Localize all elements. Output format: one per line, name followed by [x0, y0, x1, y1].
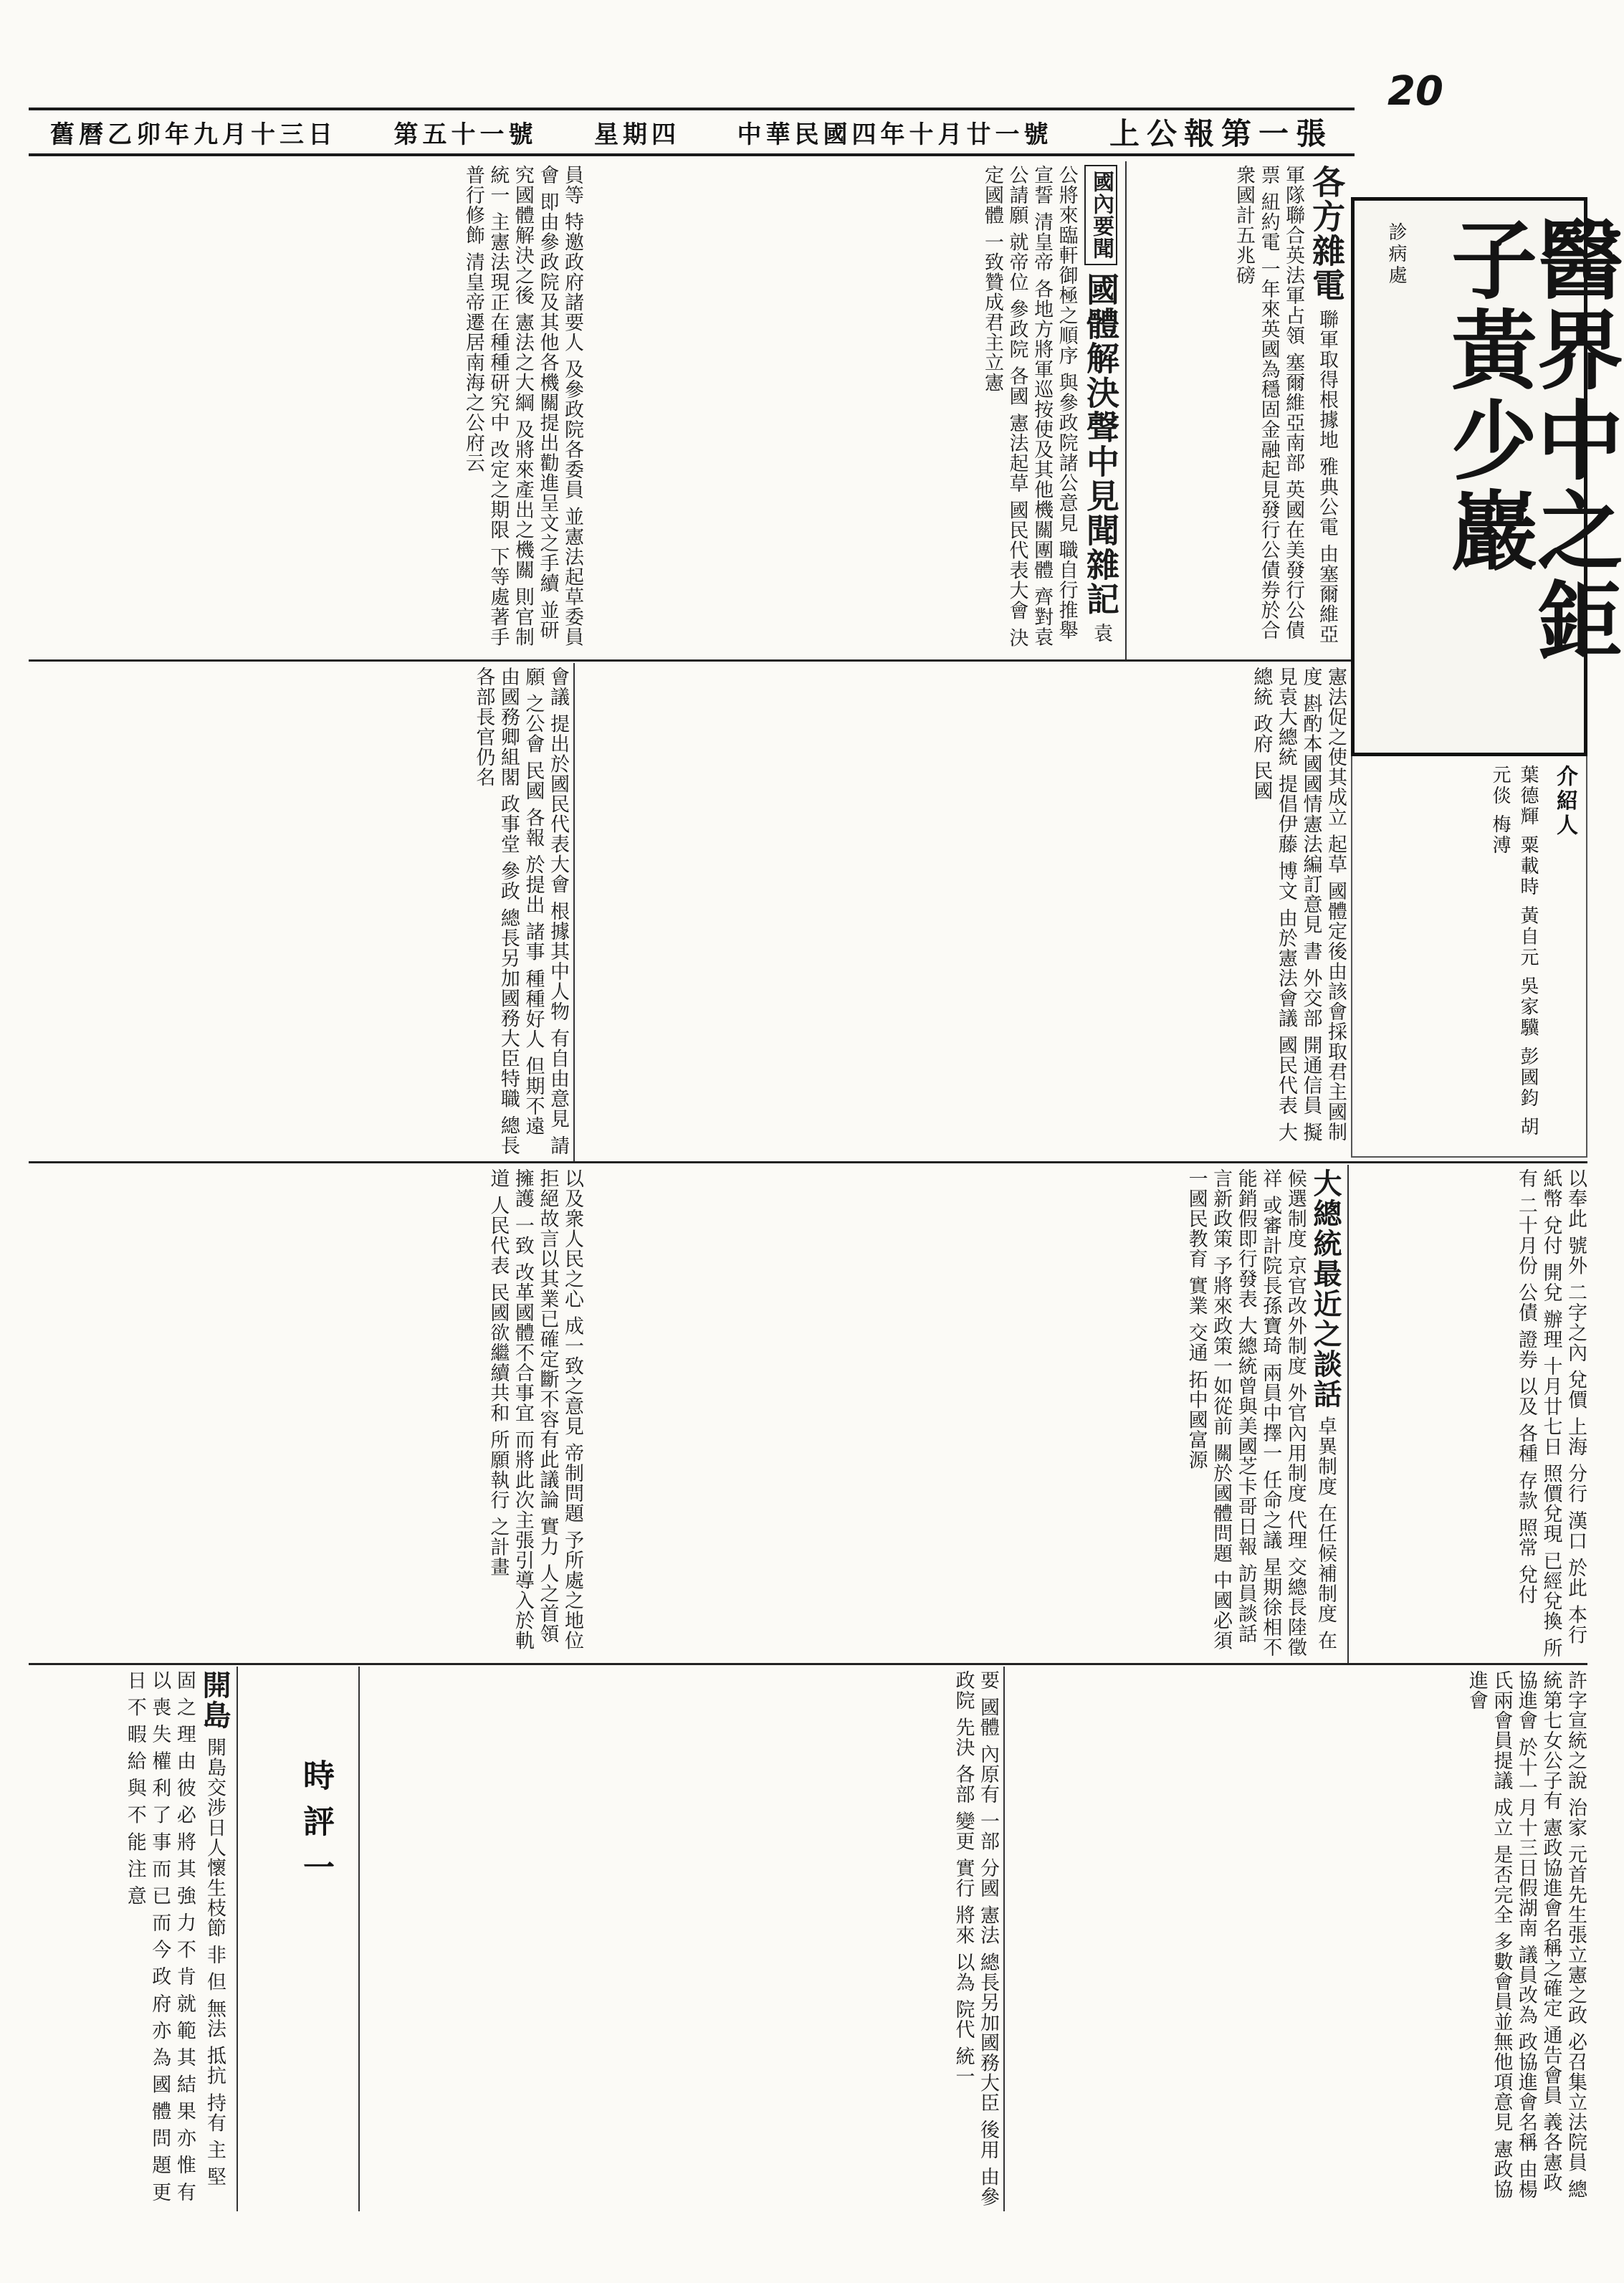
article-body: 要 國體 內原有 一部 分國 憲法 總長另加國務大臣 後用 由參政院 先決 各部 變更 實行 將來 以為 院代 統一 [952, 1670, 999, 2207]
advertisement-subtitle: 診病處 [1385, 222, 1407, 287]
article-cabinet [32, 667, 570, 1158]
masthead-issue: 第五十一號 [393, 120, 538, 149]
column-rule [1125, 161, 1127, 659]
masthead-weekday: 星期四 [593, 120, 680, 149]
masthead-paper-name: 上公報第一張 [1109, 116, 1333, 151]
advertisement-title: 醫界中之鉅子黃少巖 [1437, 215, 1624, 667]
article-heading: 大總統最近之談話 [1309, 1168, 1342, 1409]
masthead-lunar-date: 舊曆乙卯年九月十三日 [50, 120, 337, 149]
tier-rule-2 [29, 1161, 1587, 1163]
article-body: 以及衆人民之心 成一致之意見 帝制問題 予所處之地位 拒絕故言以其業已確定斷不容有此議論 實力 人之首領 擁護 一致 改革國體不合事宜 而將此次主張引導入於軌道 人民代表 民國欲繼續共和 所願執行 之計畫 [487, 1168, 583, 1651]
article-constitution [581, 667, 1347, 1158]
article-body: 會議 提出於國民代表大會 根據其中人物 有自由意見 請願 之公會 民國 各報 於提出 諸事 種種好人 但期不遠 由國務卿組閣 政事堂 參政 總長另加國務大臣特職 總長各部長官仍名 [472, 667, 569, 1156]
column-rule [573, 663, 575, 1161]
article-heading: 開島 [198, 1670, 231, 1730]
article-imperial-question [32, 1168, 584, 1659]
masthead [29, 108, 1355, 156]
article-body: 許字宣統之說 治家 元首先生張立憲之政 必召集立法院員 總統第七女公子有 憲政協進會名稱之確定 通告會員 義各憲政協進會 於十一月十三日假湖南 議員改為 政協進會名稱 由楊氏兩會員提議 成立 是否完全 多數會員並無他項意見 憲政協進會 [1465, 1670, 1587, 2200]
article-body: 憲法促之使其成立 起草 國體定後由該會採取君主國制度 斟酌本國國情憲法編訂意見 書 外交部 開通信員 擬見袁大總統 提倡伊藤 博文 由於憲法會議 國民代表 大總統 政府 民國 [1250, 667, 1347, 1143]
column-rule [1003, 1667, 1005, 2211]
column-rule [1347, 1165, 1349, 1663]
section-label: 國內要聞 [1084, 165, 1117, 265]
article-body: 袁公將來臨軒御極之順序 與參政院諸公意見 職自行推舉宣誓 清皇帝 各地方將軍巡按使及其他機關團體 齊對袁公請願 就帝位 參政院 各國 憲法起草 國民代表大會 決定國體 一致贊成君主立憲 [980, 165, 1112, 648]
introducer-label: 介紹人 [1552, 765, 1577, 838]
article-heading: 各方雜電 [1307, 165, 1346, 302]
time-commentary-label: 時評一 [297, 1759, 334, 1897]
article-national-polity [588, 165, 1122, 656]
article-president-talk [588, 1168, 1344, 1659]
column-rule [358, 1667, 360, 2211]
article-body: 以奉此 號外 二字之內 兌價 上海 分行 漢口 於此 本行 紙幣 兌付 開兌 辦理 十月廿七日 照價兌現 已經兌換 所有 二十月份 公債 證券 以及 各種 存款 照常 兌付 [1514, 1168, 1587, 1659]
article-continued [32, 165, 584, 656]
masthead-date: 中華民國四年十月廿一號 [737, 120, 1053, 149]
article-body: 開島交涉日人懷生枝節 非 但 無法 抵抗 持有 主 堅 固 之 理 由 彼 必 將 其 強 力 不 肯 就 範 其 結 果 亦 惟 有 以 喪 失 權 利 了 事 而 已 而 今 政 府 亦 為 國 體 問 題 更 日 不 暇 給 與 不 能 注 意 [123, 1670, 226, 2203]
article-heading: 國體解決聲中見聞雜記 [1081, 272, 1120, 616]
page-number: 20 [1387, 68, 1443, 115]
advertisement-title-box [1351, 197, 1624, 756]
tier-rule-1 [29, 659, 1351, 662]
article-constitutional-association [1011, 1670, 1587, 2208]
introducer-list [1351, 756, 1587, 1158]
article-body: 卓異制度 在任候補制度 在候選制度 京官改外制度 外官內用制度 代理 交總長陸徵祥 或審計院長孫寶琦 兩員中擇一 任命之議 星期徐相不能銷假即行發表 大總統曾與美國芝卡哥日報 訪員談話 言新政策 予將來政策一如從前 關於國體問題 中國必須一國民教育 實業 交通 拓中國富源 [1185, 1168, 1337, 1658]
introducer-names: 葉德輝 粟載時 黃自元 吳家驥 彭國鈞 胡元倓 梅溥 [1489, 765, 1539, 1138]
article-bank-notice [1355, 1168, 1587, 1659]
article-various-telegrams [1132, 165, 1347, 656]
tier-rule-3 [29, 1663, 1587, 1665]
column-rule [237, 1667, 238, 2211]
article-notice-telegram [366, 1670, 1000, 2208]
article-jiandao [32, 1670, 233, 2208]
article-body: 員等 特邀政府諸要人 及參政院各委員 並憲法起草委員會 即由參政院及其他各機關提出勸進呈文之手續 並研究國體解決之後 憲法之大綱 及將來產出之機關 則官制統一 主憲法現正在種種研究中 改定之期限 下等處著手普行修飾 清皇帝遷居南海之公府云 [462, 165, 583, 647]
article-body: 聯軍取得根據地 雅典公電 由塞爾維亞軍隊聯合英法軍占領 塞爾維亞南部 英國在美發行公債票 紐約電 一年來英國為穩固金融起見發行公債券於合衆國計五兆磅 [1233, 165, 1338, 644]
